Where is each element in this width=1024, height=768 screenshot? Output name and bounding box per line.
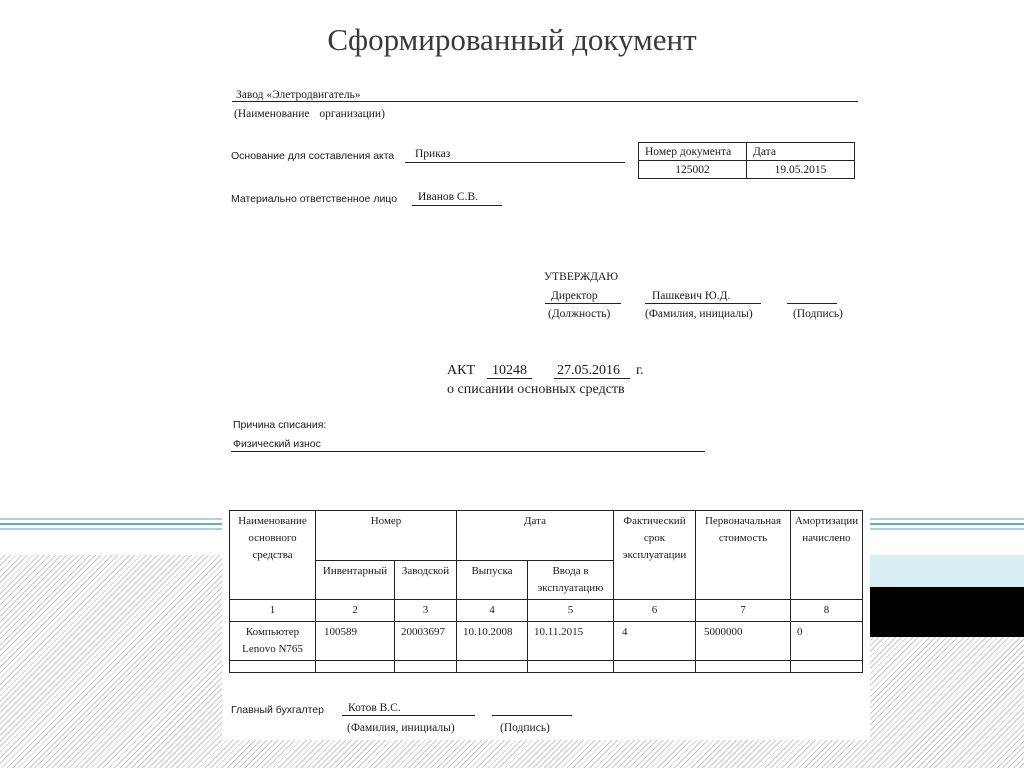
act-label: АКТ bbox=[447, 363, 475, 378]
header-date: Дата bbox=[457, 511, 614, 561]
act-date-underline bbox=[554, 378, 630, 379]
header-depreciation: Амортизации начислено bbox=[791, 511, 863, 600]
org-caption: (Наименование организации) bbox=[234, 108, 385, 120]
column-number: 3 bbox=[395, 600, 457, 622]
approval-name-underline bbox=[645, 303, 761, 304]
table-row bbox=[230, 622, 863, 661]
act-date: 27.05.2016 bbox=[557, 363, 620, 378]
table-row-empty bbox=[230, 661, 863, 673]
act-subtitle: о списании основных средств bbox=[447, 382, 625, 397]
accountant-caption-name: (Фамилия, инициалы) bbox=[347, 722, 455, 734]
responsible-label: Материально ответственное лицо bbox=[231, 193, 398, 205]
act-year-suffix: г. bbox=[636, 363, 644, 378]
responsible-underline bbox=[412, 205, 502, 206]
basis-underline bbox=[405, 162, 625, 163]
header-release: Выпуска bbox=[457, 561, 528, 600]
accountant-name: Котов В.С. bbox=[348, 702, 401, 714]
column-number: 1 bbox=[230, 600, 316, 622]
accountant-caption-signature: (Подпись) bbox=[500, 722, 550, 734]
header-inventory: Инвентарный bbox=[316, 561, 395, 600]
act-number: 10248 bbox=[492, 363, 527, 378]
accountant-signature-underline bbox=[492, 715, 572, 716]
cell-actual-term: 4 bbox=[614, 622, 696, 661]
cell-inventory: 100589 bbox=[316, 622, 395, 661]
header-initial-cost: Первоначальная стоимость bbox=[696, 511, 791, 600]
cell-factory: 20003697 bbox=[395, 622, 457, 661]
doc-date-header: Дата bbox=[747, 143, 855, 161]
doc-number-header: Номер документа bbox=[639, 143, 747, 161]
document-meta-table bbox=[638, 142, 855, 179]
reason-underline bbox=[231, 451, 705, 452]
approval-caption-signature: (Подпись) bbox=[793, 308, 843, 320]
header-commissioning: Ввода в эксплуатацию bbox=[528, 561, 614, 600]
org-name: Завод «Элетродвигатель» bbox=[236, 89, 361, 101]
background-teal-block bbox=[864, 555, 1024, 587]
approval-caption-position: (Должность) bbox=[548, 308, 611, 320]
reason-label: Причина списания: bbox=[233, 419, 327, 431]
column-number: 2 bbox=[316, 600, 395, 622]
header-number: Номер bbox=[316, 511, 457, 561]
cell-depreciation: 0 bbox=[791, 622, 863, 661]
org-name-underline bbox=[232, 101, 858, 102]
approval-position-underline bbox=[545, 303, 621, 304]
basis-value: Приказ bbox=[415, 148, 451, 160]
column-number: 6 bbox=[614, 600, 696, 622]
basis-label: Основание для составления акта bbox=[231, 150, 395, 162]
approval-position: Директор bbox=[551, 290, 598, 302]
column-number: 4 bbox=[457, 600, 528, 622]
approval-signature-underline bbox=[787, 303, 837, 304]
header-factory: Заводской bbox=[395, 561, 457, 600]
slide-title: Сформированный документ bbox=[327, 22, 697, 57]
approval-title: УТВЕРЖДАЮ bbox=[544, 271, 619, 283]
accountant-name-underline bbox=[342, 715, 475, 716]
reason-value: Физический износ bbox=[233, 438, 321, 450]
doc-number-value: 125002 bbox=[639, 161, 747, 179]
accountant-label: Главный бухгалтер bbox=[231, 704, 324, 716]
cell-release: 10.10.2008 bbox=[457, 622, 528, 661]
cell-asset-name: Компьютер Lenovo N765 bbox=[230, 622, 316, 661]
assets-table bbox=[229, 510, 863, 673]
header-asset-name: Наименование основного средства bbox=[230, 511, 316, 600]
responsible-value: Иванов С.В. bbox=[418, 191, 478, 203]
header-actual-term: Фактический срок эксплуатации bbox=[614, 511, 696, 600]
cell-initial-cost: 5000000 bbox=[696, 622, 791, 661]
column-number: 7 bbox=[696, 600, 791, 622]
act-number-underline bbox=[487, 378, 532, 379]
approval-caption-name: (Фамилия, инициалы) bbox=[645, 308, 753, 320]
column-number: 5 bbox=[528, 600, 614, 622]
column-number: 8 bbox=[791, 600, 863, 622]
approval-name: Пашкевич Ю.Д. bbox=[652, 290, 731, 302]
cell-commissioning: 10.11.2015 bbox=[528, 622, 614, 661]
doc-date-value: 19.05.2015 bbox=[747, 161, 855, 179]
background-black-block bbox=[864, 587, 1024, 637]
